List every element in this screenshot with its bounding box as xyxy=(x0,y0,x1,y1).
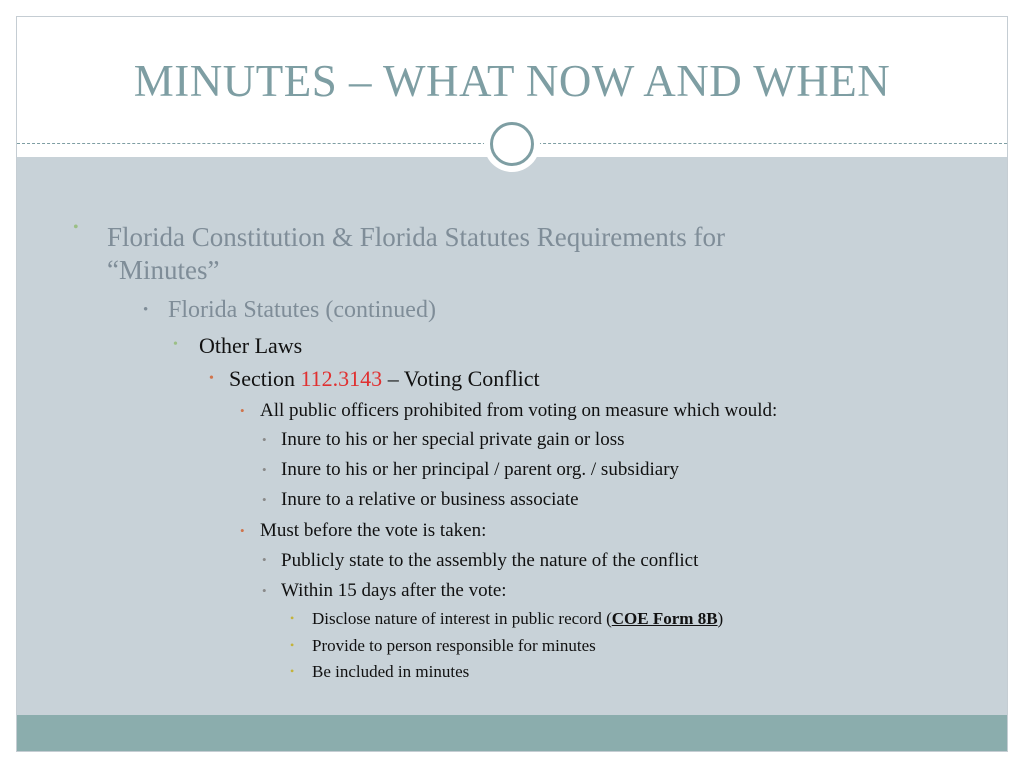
bullet-dot-icon: • xyxy=(290,638,295,652)
slide xyxy=(16,16,1008,752)
content-area xyxy=(17,157,1007,715)
bullet-level-6: Inure to his or her principal / parent org. / subsidiary xyxy=(281,459,680,480)
bullet-dot-icon: • xyxy=(290,611,295,625)
bullet-dot-icon: • xyxy=(290,664,295,678)
bullet-level-5: All public officers prohibited from voting on measure which would: xyxy=(260,400,778,421)
section-description: – Voting Conflict xyxy=(382,366,540,391)
bullet-level-6: Inure to a relative or business associate xyxy=(281,489,579,510)
bullet-dot-icon: • xyxy=(73,219,79,236)
bullet-level-1 xyxy=(107,221,725,287)
bullet-dot-icon: • xyxy=(209,371,214,386)
bullet-dot-icon: • xyxy=(262,462,267,477)
bullet-dot-icon: • xyxy=(262,552,267,567)
bullet-line: “Minutes” xyxy=(107,255,220,285)
bullet-line: Florida Constitution & Florida Statutes Requirements for xyxy=(107,222,725,252)
bullet-level-6: Inure to his or her special private gain or loss xyxy=(281,429,625,450)
coe-form-8b-link[interactable]: COE Form 8B xyxy=(611,609,718,628)
bullet-level-7 xyxy=(312,609,723,629)
bullet-level-2: Florida Statutes (continued) xyxy=(168,297,436,323)
bullet-dot-icon: • xyxy=(262,492,267,507)
bullet-dot-icon: • xyxy=(240,403,245,418)
bullet-level-5: Must before the vote is taken: xyxy=(260,520,487,541)
bullet-level-7: Provide to person responsible for minutes xyxy=(312,636,596,655)
circle-icon xyxy=(490,122,534,166)
bullet-level-6: Within 15 days after the vote: xyxy=(281,580,507,601)
bullet-text: Disclose nature of interest in public record ( xyxy=(312,609,612,628)
bullet-dot-icon: • xyxy=(262,583,267,598)
bullet-dot-icon: • xyxy=(143,302,149,318)
bullet-level-4 xyxy=(229,366,540,392)
title-circle-ornament xyxy=(484,116,540,172)
bullet-level-6: Publicly state to the assembly the nature of the conflict xyxy=(281,550,699,571)
bullet-dot-icon: • xyxy=(173,337,178,352)
bullet-dot-icon: • xyxy=(262,432,267,447)
bullet-level-3: Other Laws xyxy=(199,333,303,358)
section-number: 112.3143 xyxy=(300,366,383,391)
section-label: Section xyxy=(229,366,301,391)
bullet-level-7: Be included in minutes xyxy=(312,662,470,681)
slide-footer-band xyxy=(17,715,1007,751)
bullet-text: ) xyxy=(717,609,724,628)
slide-title: MINUTES – WHAT NOW AND WHEN xyxy=(133,56,891,106)
bullet-dot-icon: • xyxy=(240,523,245,538)
